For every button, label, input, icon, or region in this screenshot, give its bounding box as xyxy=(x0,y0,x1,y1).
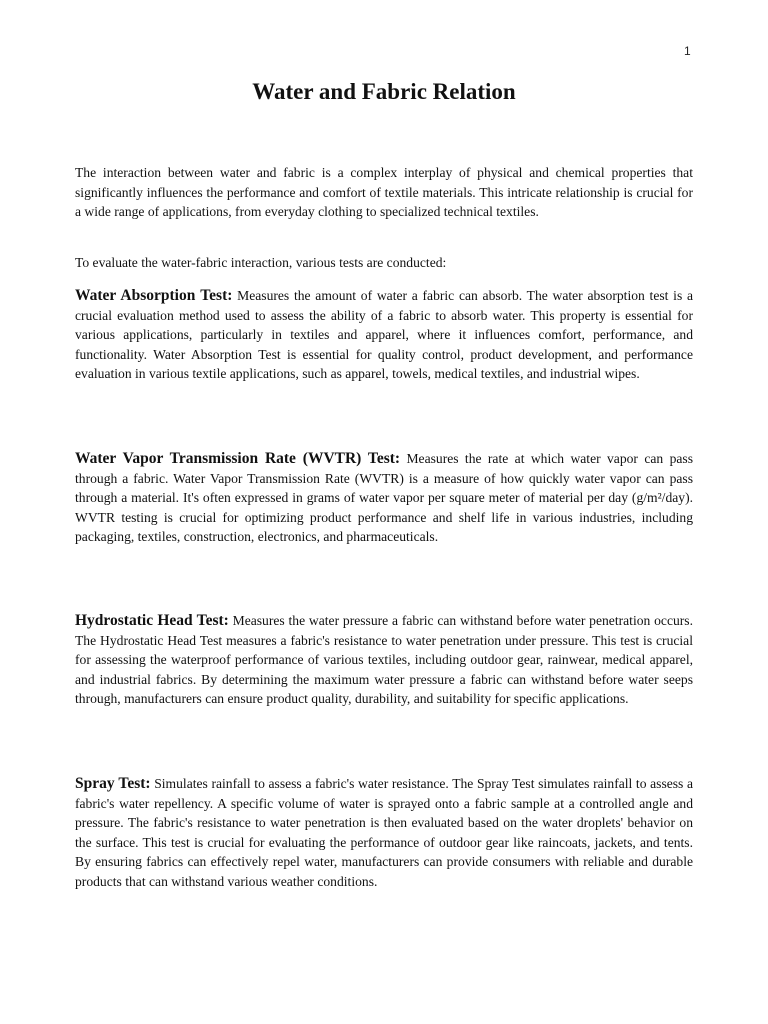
section-water-absorption xyxy=(75,286,693,384)
tests-lead-paragraph: To evaluate the water-fabric interaction, various tests are conducted: xyxy=(75,255,447,270)
section-spray-test xyxy=(75,774,693,892)
section-body: Simulates rainfall to assess a fabric's water resistance. The Spray Test simulates rainfall to assess a fabric's water repellency. A specific volume of water is sprayed onto a fabric sample at a controlled angle and pressure. The fabric's resistance to water penetration is then evaluated based on the water droplets' behavior on the surface. This test is crucial for evaluating the performance of outdoor gear like raincoats, jackets, and tents. By ensuring fabrics can effectively repel water, manufacturers can provide consumers with reliable and durable products that can withstand various weather conditions. xyxy=(75,776,693,889)
section-body: Measures the amount of water a fabric can absorb. The water absorption test is a crucial evaluation method used to assess the ability of a fabric to absorb water. This property is essential for various applications, particularly in textiles and apparel, where it influences comfort, performance, and functionality. Water Absorption Test is essential for quality control, product development, and performance evaluation in various textile applications, such as apparel, towels, medical textiles, and industrial wipes. xyxy=(75,288,693,382)
section-body: Measures the rate at which water vapor can pass through a fabric. Water Vapor Transmission Rate (WVTR) is a measure of how quickly water vapor can pass through a material. It's often expressed in grams of water vapor per square meter of material per day (g/m²/day). WVTR testing is crucial for optimizing product performance and shelf life in various industries, including packaging, textiles, construction, electronics, and pharmaceuticals. xyxy=(75,451,693,545)
page-number: 1 xyxy=(684,44,691,58)
section-heading: Spray Test: xyxy=(75,775,151,792)
section-heading: Water Vapor Transmission Rate (WVTR) Test: xyxy=(75,450,401,467)
intro-paragraph: The interaction between water and fabric is a complex interplay of physical and chemical properties that significantly influences the performance and comfort of textile materials. This intricate relationship is crucial for a wide range of applications, from everyday clothing to specialized technical textiles. xyxy=(75,165,693,220)
section-wvtr xyxy=(75,449,693,547)
document-title: Water and Fabric Relation xyxy=(252,79,516,104)
section-hydrostatic-head xyxy=(75,611,693,709)
section-heading: Water Absorption Test: xyxy=(75,287,233,304)
section-body: Measures the water pressure a fabric can withstand before water penetration occurs. The Hydrostatic Head Test measures a fabric's resistance to water penetration under pressure. This test is crucial for assessing the waterproof performance of various textiles, including outdoor gear, rainwear, medical apparel, and industrial fabrics. By determining the maximum water pressure a fabric can withstand before water seeps through, manufacturers can ensure product quality, durability, and suitability for specific applications. xyxy=(75,613,694,707)
section-heading: Hydrostatic Head Test: xyxy=(75,612,229,629)
